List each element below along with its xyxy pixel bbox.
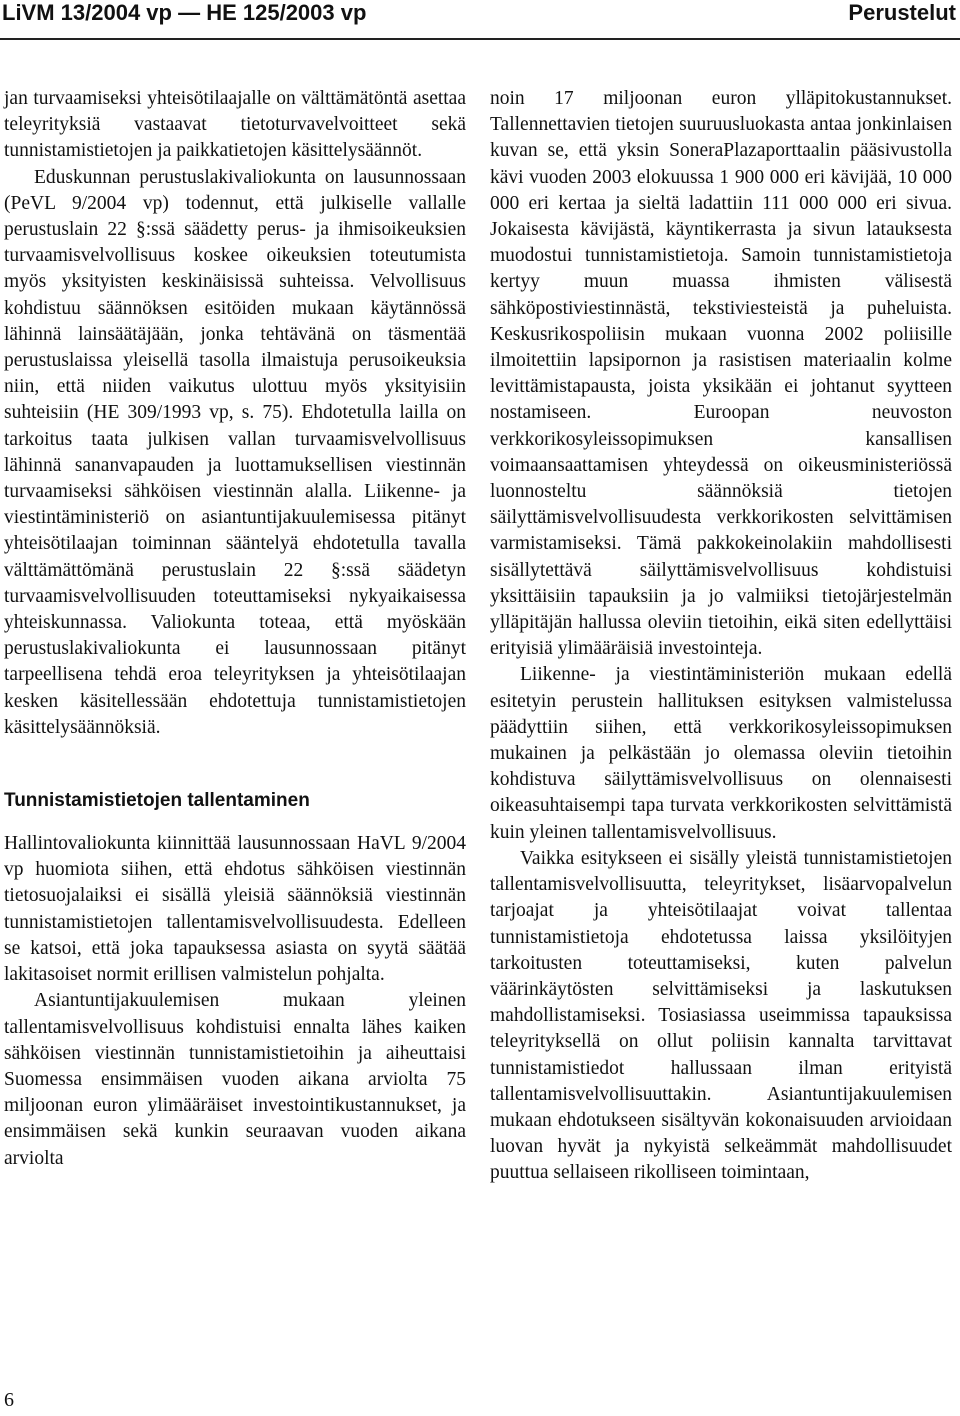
- page-number: 6: [4, 1389, 14, 1411]
- right-column: [490, 86, 952, 1187]
- paragraph: Vaikka esitykseen ei sisälly yleistä tunnistamistietojen tallentamisvelvollisuutta, teleyritykset, lisäarvopalvelun tarjoajat ja yhteisötilaajat voivat tallentaa tunnistamistietoja ehdotetussa laissa yksilöityjen tarkoitusten toteuttamiseksi, kuten palvelun väärinkäytösten selvittämiseksi ja laskutuksen mahdollistamiseksi. Tosiasiassa useimmissa tapauksissa teleyrityksellä on ollut poliisin kannalta tarvittavat tunnistamistiedot hallussaan ilman erityistä tallentamisvelvollisuuttakin. Asiantuntijakuulemisen mukaan ehdotukseen sisältyvän kokonaisuuden arvioidaan luovan hyvät ja nykyistä selkeämmät mahdollisuudet puuttua sellaiseen rikolliseen toimintaan,: [490, 847, 952, 1184]
- paragraph: Hallintovaliokunta kiinnittää lausunnossaan HaVL 9/2004 vp huomiota siihen, että ehdotus sähköisen viestinnän tietosuojalaiksi ei sisällä yleisiä säännöksiä viestinnän tunnistamistietojen tallentamisvelvollisuudesta. Edelleen se katsoi, että joka tapauksessa asiasta on syytä säätää lakitasoiset normit erillisen valmistelun pohjalta.: [4, 833, 466, 986]
- section-heading: Tunnistamistietojen tallentaminen: [4, 790, 310, 812]
- running-header: [0, 0, 960, 30]
- header-section-title: Perustelut: [848, 0, 956, 25]
- paragraph: noin 17 miljoonan euron ylläpitokustannukset. Tallennettavien tietojen suuruusluokasta antaa jonkinlaisen kuvan se, että yksin SoneraPlazaporttaalin pääsivustolla kävi vuoden 2003 elokuussa 1 900 000 eri kävijää, 10 000 000 eri kertaa ja sieltä ladattiin 111 000 000 eri sivua. Jokaisesta kävijästä, käyntikerrasta ja sivun latauksesta muodostui tunnistamistietoja. Samoin tunnistamistietoja kertyy muun muassa ihmisten välisestä sähköpostiviestinnästä, tekstiviesteistä ja puheluista. Keskusrikospoliisin mukaan vuonna 2002 poliisille ilmoitettiin lapsipornon ja rasistisen materiaalin kolme levittämistapausta, joista yksikään ei johtanut syytteen nostamiseen. Euroopan neuvoston verkkorikosyleissopimuksen kansallisen voimaansaattamisen yhteydessä on oikeusministeriössä luonnosteltu säännöksiä tietojen säilyttämisvelvollisuudesta verkkorikosten selvittämisen varmistamiseksi. Tämä pakkokeinolakiin mahdollisesti sisällytettävä säilyttämisvelvollisuus kohdistuisi yksittäisiin tapauksiin ja jo valmiiksi tietojärjestelmän ylläpitäjän hallussa oleviin tietoihin, eikä siten edellyttäisi erityisiä ylimääräisiä investointeja.: [490, 88, 952, 660]
- paragraph: jan turvaamiseksi yhteisötilaajalle on välttämätöntä asettaa teleyrityksiä vastaavat tietoturvavelvoitteet sekä tunnistamistietojen ja paikkatietojen käsittelysäännöt.: [4, 88, 466, 162]
- header-document-id: LiVM 13/2004 vp — HE 125/2003 vp: [2, 0, 367, 25]
- paragraph: Liikenne- ja viestintäministeriön mukaan edellä esitetyin perustein hallituksen esityksen valmistelussa päädyttiin siihen, että verkkorikosyleissopimuksen mukainen ja pelkästään jo olemassa oleviin tietoihin kohdistuva säilyttämisvelvollisuus on olennaisesti oikeasuhtaisempi tapa turvata verkkorikosten selvittämistä kuin yleinen tallentamisvelvollisuus.: [490, 664, 952, 843]
- header-rule: [0, 38, 960, 40]
- paragraph: Eduskunnan perustuslakivaliokunta on lausunnossaan (PeVL 9/2004 vp) todennut, että julkiselle vallalle perustuslain 22 §:ssä säädetty perus- ja ihmisoikeuksien turvaamisvelvollisuus koskee oikeuksien toteutumista myös yksityisten keskinäisissä suhteissa. Velvollisuus kohdistuu säännöksen esitöiden mukaan käytännössä lähinnä lainsäätäjään, jonka tehtävänä on täsmentää perustuslaissa yleisellä tasolla ilmaistuja perusoikeuksia niin, että niiden vaikutus ulottuu myös yksityisiin suhteisiin (HE 309/1993 vp, s. 75). Ehdotetulla lailla on tarkoitus taata julkisen vallan turvaamisvelvollisuus lähinnä sananvapauden ja luottamuksellisen viestinnän turvaamiseksi sähköisen viestinnän alalla. Liikenne- ja viestintäministeriö on asiantuntijakuulemisessa pitänyt yhteisötilaajan toiminnan sääntelyä ehdotetulla tavalla välttämättömänä perustuslain 22 §:ssä säädetyn turvaamisvelvollisuuden toteuttamiseksi nykyaikaisessa yhteiskunnassa. Valiokunta toteaa, että myöskään perustuslakivaliokunta ei lausunnossaan pitänyt tarpeellisena tehdä eroa teleyrityksen ja yhteisötilaajan kesken käsitellessään ehdotettuja tunnistamistietojen käsittelysäännöksiä.: [4, 166, 466, 738]
- footer-rule: [0, 1376, 120, 1377]
- paragraph: Asiantuntijakuulemisen mukaan yleinen tallentamisvelvollisuus kohdistuisi ennalta lähes kaiken sähköisen viestinnän tunnistamistietoihin ja aiheuttaisi Suomessa ensimmäisen vuoden aikana arviolta 75 miljoonan euron ylimääräiset investointikustannukset, ja ensimmäisen sekä kunkin seuraavan vuoden aikana arviolta: [4, 990, 466, 1169]
- left-column: [4, 86, 466, 1172]
